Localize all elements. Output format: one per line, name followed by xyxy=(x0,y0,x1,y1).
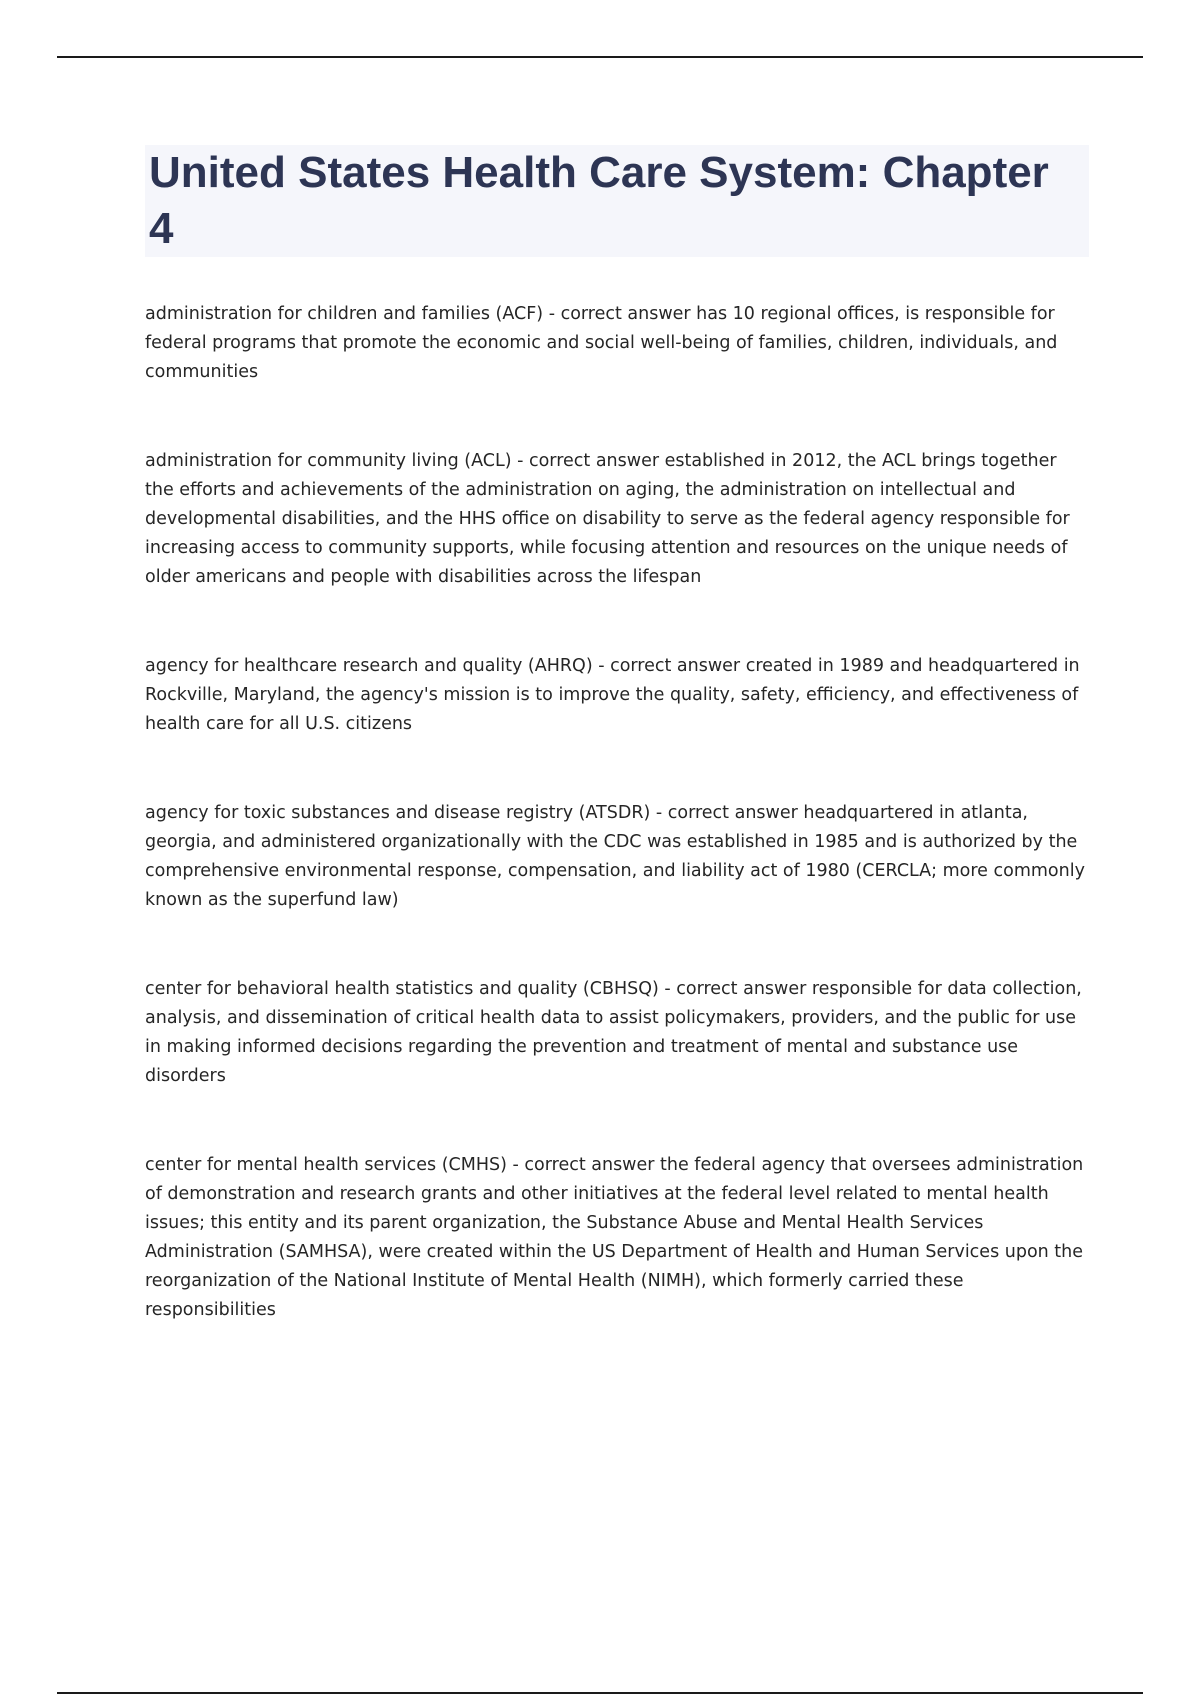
bottom-divider xyxy=(57,1692,1143,1694)
entry-cbhsq: center for behavioral health statistics and quality (CBHSQ) - correct answer responsible for data collection, analysis, and dissemination of critical health data to assist policymakers, providers, and the public for use in making informed decisions regarding the prevention and treatment of mental and substance use disorders xyxy=(145,979,1082,1086)
top-divider xyxy=(57,56,1143,58)
entry-list xyxy=(145,300,1090,1385)
entry-atsdr: agency for toxic substances and disease registry (ATSDR) - correct answer headquartered in atlanta, georgia, and administered organizationally with the CDC was established in 1985 and is authorized by the comprehensive environmental response, compensation, and liability act of 1980 (CERCLA; more commonly known as the superfund law) xyxy=(145,803,1085,910)
entry-cmhs: center for mental health services (CMHS) - correct answer the federal agency that oversees administration of demonstration and research grants and other initiatives at the federal level related to mental health issues; this entity and its parent organization, the Substance Abuse and Mental Health Services Administration (SAMHSA), were created within the US Department of Health and Human Services upon the reorganization of the National Institute of Mental Health (NIMH), which formerly carried these responsibilities xyxy=(145,1155,1084,1320)
title-banner xyxy=(145,145,1089,257)
entry-acf: administration for children and families (ACF) - correct answer has 10 regional offices, is responsible for federal programs that promote the economic and social well-being of families, children, individuals, and communities xyxy=(145,304,1058,382)
entry-acl: administration for community living (ACL) - correct answer established in 2012, the ACL brings together the efforts and achievements of the administration on aging, the administration on intellectual and developmental disabilities, and the HHS office on disability to serve as the federal agency responsible for increasing access to community supports, while focusing attention and resources on the unique needs of older americans and people with disabilities across the lifespan xyxy=(145,451,1070,587)
page-title: United States Health Care System: Chapter 4 xyxy=(149,148,1049,253)
entry-ahrq: agency for healthcare research and quality (AHRQ) - correct answer created in 1989 and headquartered in Rockville, Maryland, the agency's mission is to improve the quality, safety, efficiency, and effectiveness of health care for all U.S. citizens xyxy=(145,656,1080,734)
